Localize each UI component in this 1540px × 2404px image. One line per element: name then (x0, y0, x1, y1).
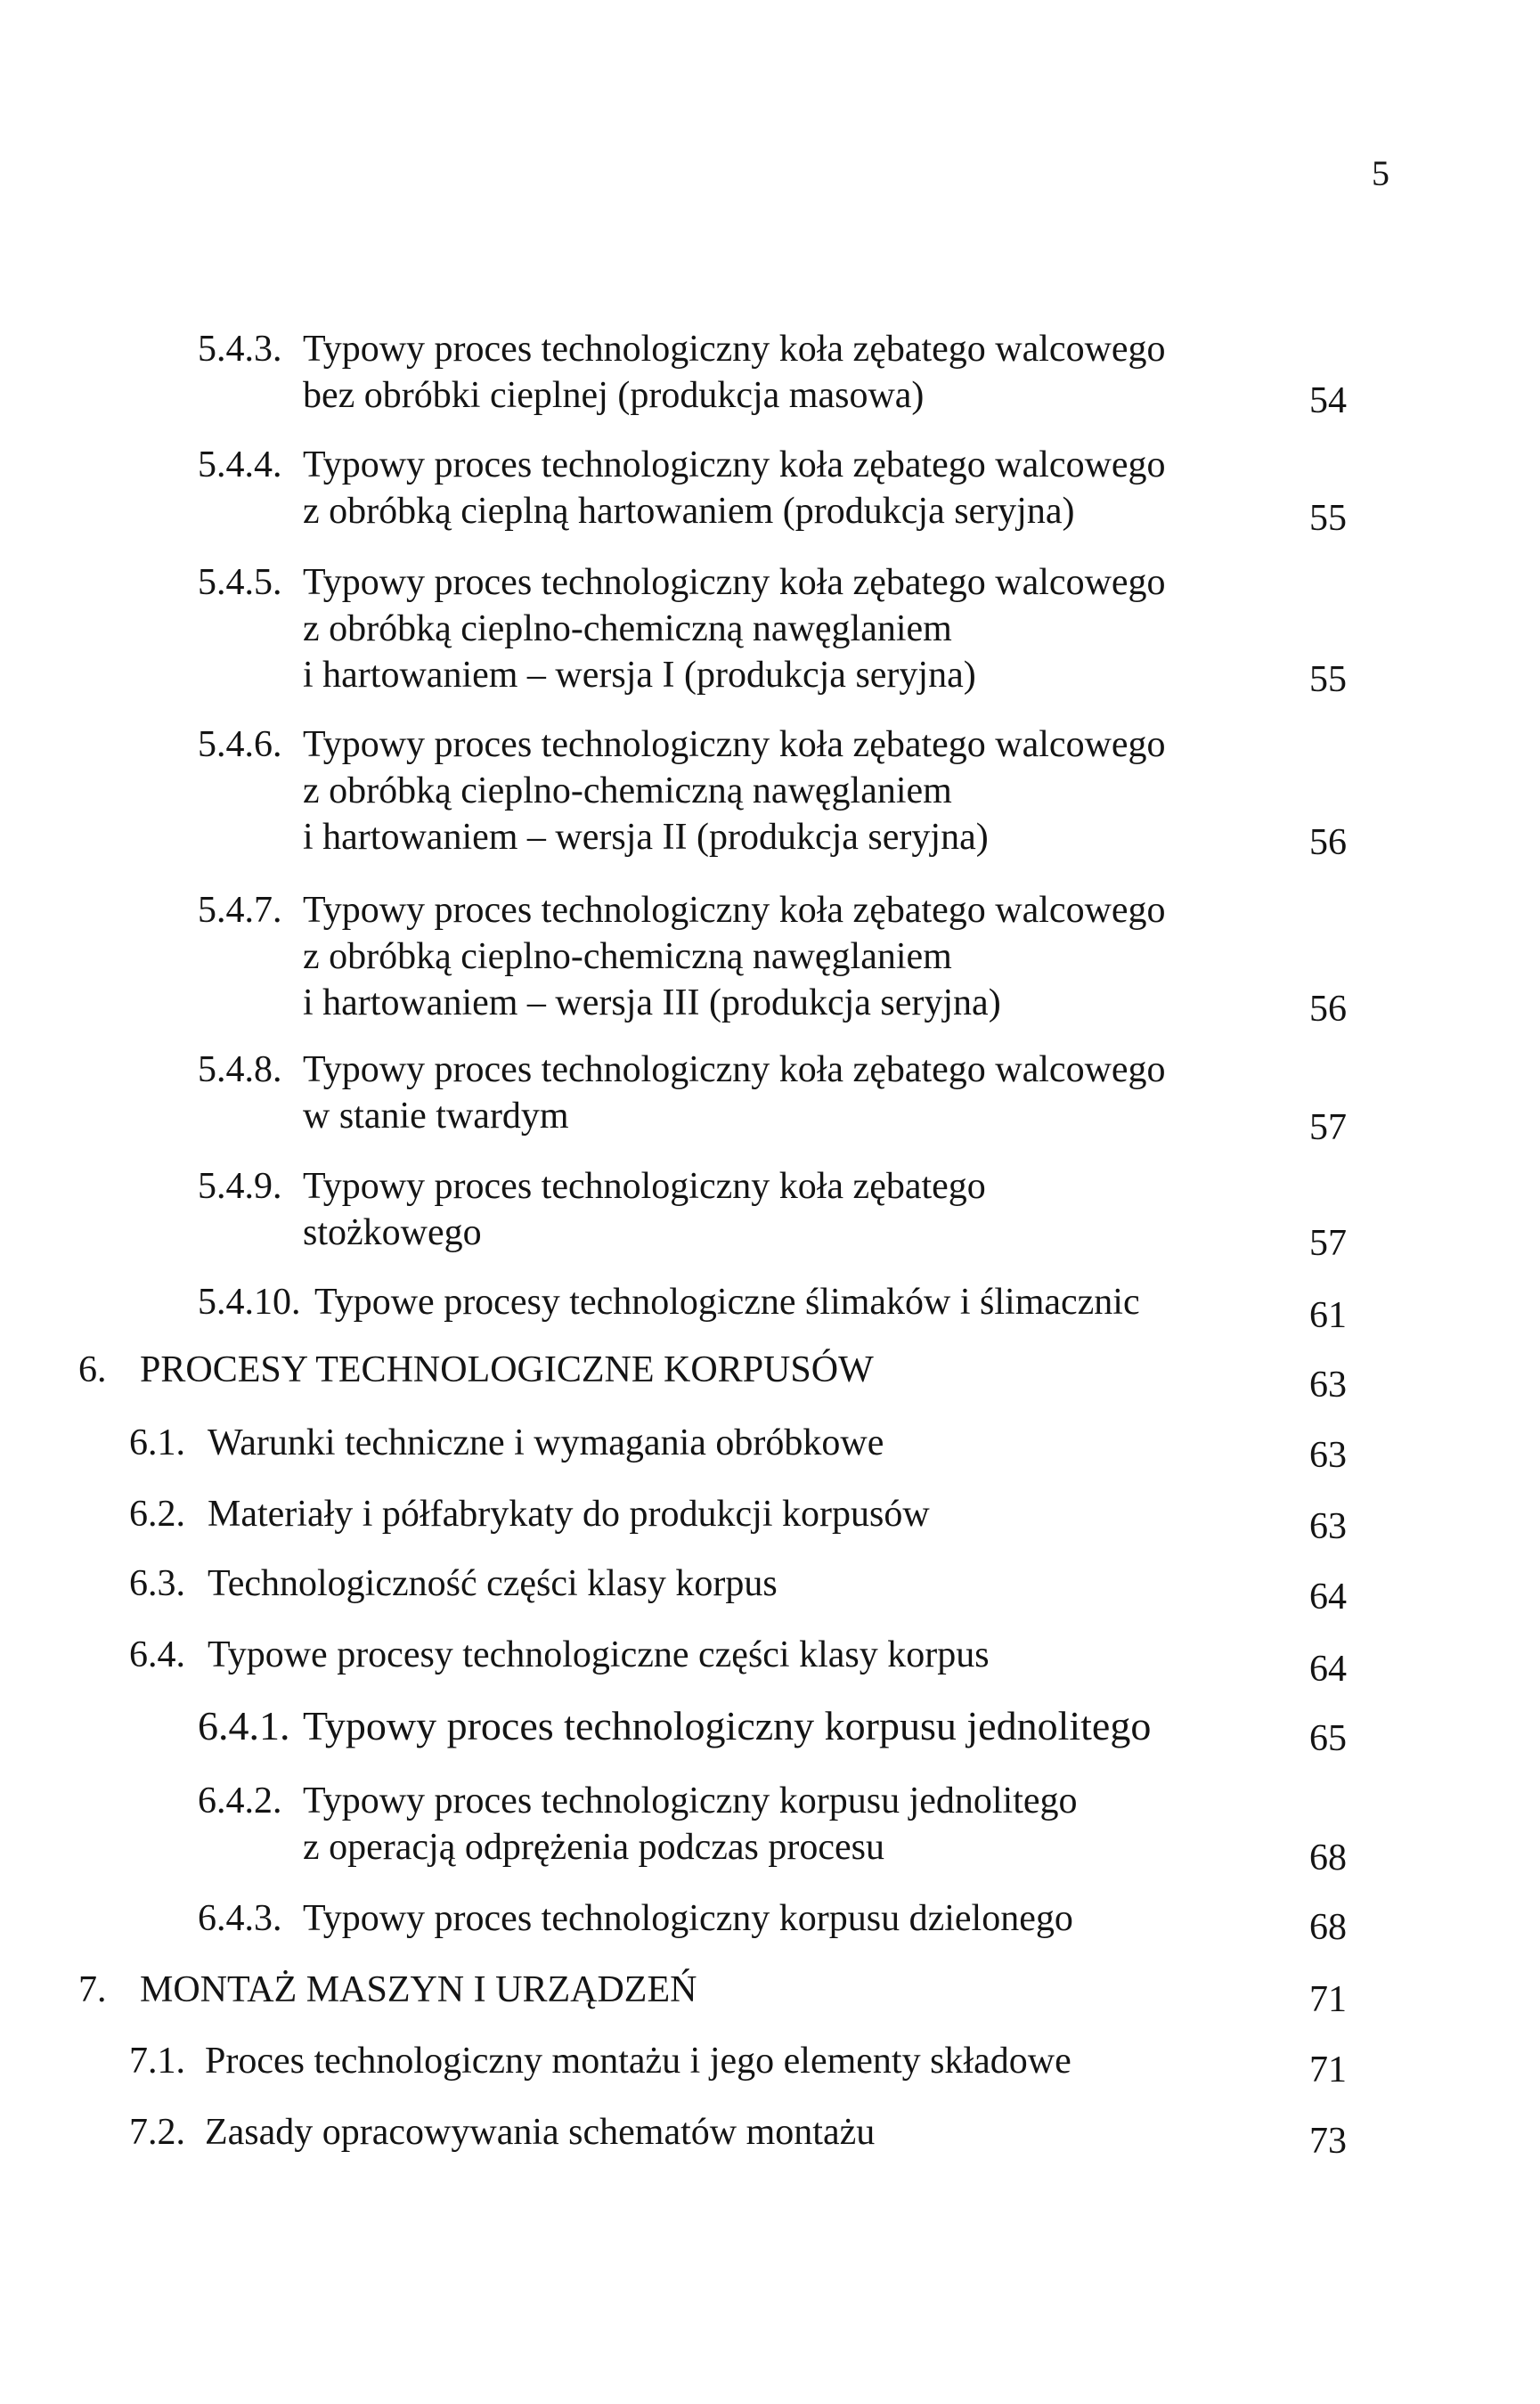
toc-entry-page: 65 (1309, 1718, 1347, 1759)
toc-entry-title (303, 721, 1166, 860)
toc-entry-title-line: z obróbką cieplno-chemiczną nawęglaniem (303, 608, 952, 649)
toc-entry-page: 63 (1309, 1435, 1347, 1476)
toc-entry-page: 73 (1309, 2121, 1347, 2162)
toc-entry-title-line: stożkowego (303, 1212, 482, 1253)
toc-entry-title-line: bez obróbki cieplnej (produkcja masowa) (303, 375, 925, 416)
toc-entry-title (303, 326, 1166, 419)
toc-entry-title-line: z obróbką cieplną hartowaniem (produkcja seryjna) (303, 491, 1075, 532)
toc-entry-title (140, 1967, 697, 2013)
toc-entry-title-line: i hartowaniem – wersja I (produkcja seryjna) (303, 655, 976, 696)
toc-entry-page: 54 (1309, 380, 1347, 421)
toc-entry-number: 5.4.6. (198, 724, 282, 765)
toc-entry-number: 7.1. (129, 2041, 185, 2082)
toc-entry-title-line: i hartowaniem – wersja II (produkcja seryjna) (303, 817, 989, 858)
toc-entry-number: 6.4.2. (198, 1781, 282, 1821)
toc-entry-title-line: i hartowaniem – wersja III (produkcja seryjna) (303, 982, 1001, 1023)
toc-entry-title-line: Warunki techniczne i wymagania obróbkowe (208, 1422, 884, 1463)
toc-entry-title-line: Typowy proces technologiczny koła zębatego (303, 1166, 986, 1207)
toc-entry-page: 63 (1309, 1365, 1347, 1406)
toc-entry-number: 5.4.5. (198, 562, 282, 603)
toc-entry-number: 6.3. (129, 1563, 185, 1604)
toc-entry-title-line: Typowy proces technologiczny koła zębatego walcowego (303, 1049, 1166, 1090)
toc-entry-number: 6.1. (129, 1422, 185, 1463)
toc-entry-page: 64 (1309, 1577, 1347, 1618)
toc-entry-title-line: Zasady opracowywania schematów montażu (205, 2112, 876, 2153)
toc-entry-number: 5.4.9. (198, 1166, 282, 1207)
toc-entry-title-line: Typowy proces technologiczny koła zębatego walcowego (303, 562, 1166, 603)
toc-entry-title-line: z operacją odprężenia podczas procesu (303, 1827, 884, 1868)
toc-entry-number: 6. (78, 1349, 107, 1390)
toc-entry-number: 7. (78, 1969, 107, 2010)
toc-entry-page: 61 (1309, 1295, 1347, 1336)
toc-entry-title (205, 2038, 1071, 2084)
toc-entry-title (303, 1895, 1073, 1942)
toc-entry-title-line: Typowy proces technologiczny korpusu jednolitego (303, 1703, 1152, 1748)
toc-entry-page: 56 (1309, 989, 1347, 1030)
toc-entry-page: 57 (1309, 1223, 1347, 1264)
toc-entry-number: 5.4.4. (198, 444, 282, 485)
page-number: 5 (1372, 153, 1389, 193)
toc-entry-number: 5.4.10. (198, 1282, 301, 1323)
toc-entry-page: 63 (1309, 1506, 1347, 1547)
toc-entry-title (303, 1163, 986, 1256)
toc-entry-page: 68 (1309, 1838, 1347, 1878)
toc-entry-number: 5.4.7. (198, 890, 282, 931)
toc-entry-page: 56 (1309, 822, 1347, 863)
toc-entry-page: 55 (1309, 659, 1347, 700)
toc-entry-number: 7.2. (129, 2112, 185, 2153)
toc-entry-title-line: MONTAŻ MASZYN I URZĄDZEŃ (140, 1969, 697, 2010)
toc-entry-title (303, 442, 1166, 534)
toc-entry-page: 64 (1309, 1649, 1347, 1690)
toc-entry-title-line: z obróbką cieplno-chemiczną nawęglaniem (303, 770, 952, 811)
toc-entry-title-line: Typowe procesy technologiczne części klasy korpus (208, 1634, 990, 1675)
toc-entry-title (303, 1778, 1078, 1870)
toc-entry-title-line: Materiały i półfabrykaty do produkcji korpusów (208, 1494, 930, 1535)
toc-entry-page: 71 (1309, 2050, 1347, 2090)
toc-entry-title-line: Typowy proces technologiczny koła zębatego walcowego (303, 724, 1166, 765)
toc-entry-title (140, 1347, 874, 1393)
toc-entry-page: 57 (1309, 1107, 1347, 1148)
toc-entry-number: 5.4.8. (198, 1049, 282, 1090)
toc-entry-title-line: Typowy proces technologiczny koła zębatego walcowego (303, 890, 1166, 931)
toc-entry-title-line: Typowy proces technologiczny koła zębatego walcowego (303, 444, 1166, 485)
toc-entry-title-line: w stanie twardym (303, 1096, 569, 1137)
toc-entry-number: 6.4.1. (198, 1703, 290, 1748)
toc-entry-page: 71 (1309, 1979, 1347, 2020)
toc-entry-title-line: Typowe procesy technologiczne ślimaków i ślimacznic (314, 1282, 1140, 1323)
toc-entry-title-line: Typowy proces technologiczny korpusu dzielonego (303, 1898, 1073, 1939)
toc-entry-number: 6.4. (129, 1634, 185, 1675)
toc-entry-number: 6.4.3. (198, 1898, 282, 1939)
toc-entry-title (208, 1632, 990, 1678)
toc-entry-page: 55 (1309, 498, 1347, 539)
toc-entry-title-line: PROCESY TECHNOLOGICZNE KORPUSÓW (140, 1349, 874, 1390)
toc-entry-number: 6.2. (129, 1494, 185, 1535)
toc-entry-title (208, 1561, 778, 1607)
toc-entry-title (303, 1703, 1151, 1749)
toc-entry-title-line: Typowy proces technologiczny koła zębatego walcowego (303, 329, 1166, 370)
toc-entry-title-line: Proces technologiczny montażu i jego elementy składowe (205, 2041, 1071, 2082)
toc-entry-title-line: z obróbką cieplno-chemiczną nawęglaniem (303, 936, 952, 977)
toc-entry-title-line: Technologiczność części klasy korpus (208, 1563, 778, 1604)
toc-entry-title (208, 1420, 884, 1466)
toc-entry-title (303, 559, 1166, 698)
toc-entry-title (303, 1047, 1166, 1139)
toc-entry-title (205, 2109, 875, 2155)
toc-entry-page: 68 (1309, 1907, 1347, 1948)
toc-entry-title-line: Typowy proces technologiczny korpusu jednolitego (303, 1781, 1078, 1821)
toc-entry-title (208, 1491, 930, 1537)
toc-entry-title (314, 1279, 1140, 1325)
toc-entry-title (303, 887, 1166, 1026)
toc-entry-number: 5.4.3. (198, 329, 282, 370)
